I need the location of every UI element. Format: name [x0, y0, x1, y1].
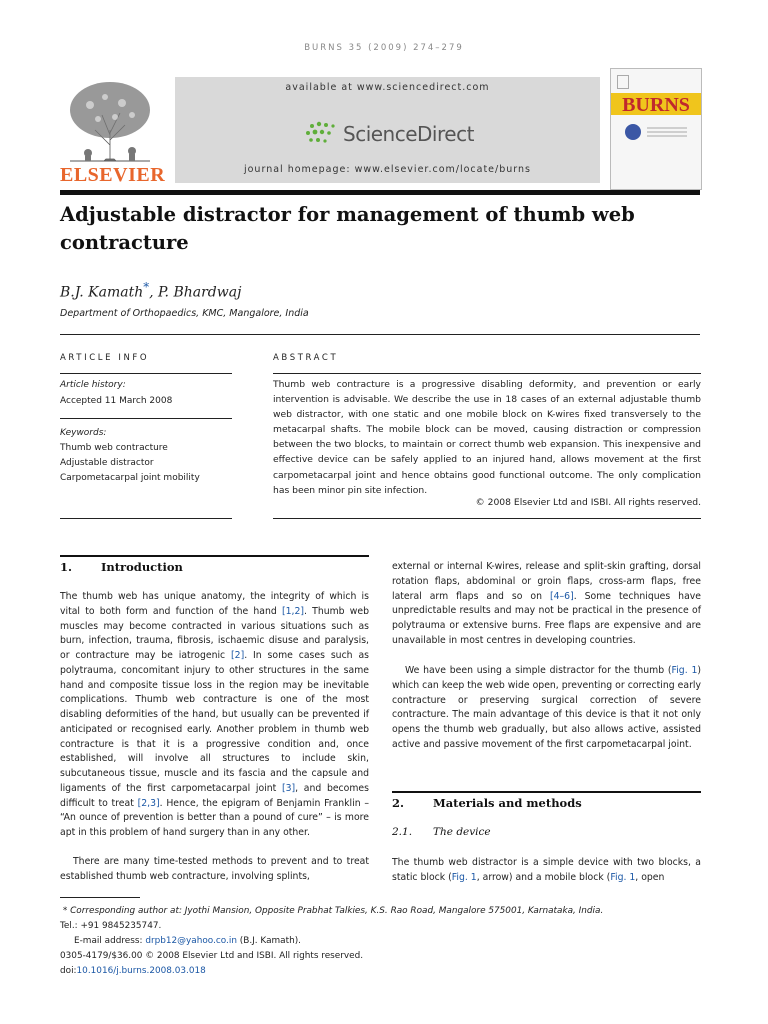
- text-run: ) which can keep the web wide open, preventing or correcting early contracture or preserving surgical correction of severe contracture. The main advantage of this device is that it not only opens the thumb web gradually, but also allows active, assisted active and passive movement of the first carpometacarpal joint.: [392, 665, 701, 750]
- text-run: external or internal K-wires, release and split-skin grafting, dorsal rotation flaps, abdominal or groin flaps, cross-arm flaps, free lateral arm flaps and so on: [392, 561, 701, 602]
- sciencedirect-dots-icon: [304, 120, 342, 148]
- abstract-label: ABSTRACT: [273, 353, 339, 363]
- footnote-text: Corresponding author at: Jyothi Mansion, Opposite Prabhat Talkies, K.S. Rao Road, Mangalore 575001, Karnataka, India.: [67, 906, 604, 916]
- article-history-label: Article history:: [60, 380, 126, 390]
- abstract-copyright: © 2008 Elsevier Ltd and ISBI. All rights reserved.: [475, 497, 701, 508]
- footnotes: [60, 904, 700, 979]
- section-rule: [392, 791, 701, 793]
- abstract-bottom-rule: [273, 518, 701, 519]
- intro-paragraph-1: [60, 590, 369, 841]
- doi-label: doi:: [60, 966, 77, 976]
- text-run: . In some cases such as polytrauma, concomitant injury to other structures in the same hand and composite tissue loss in the region may be inevitable complications. Thumb web contracture is one of the most disabling deformities of the hand, but usually can be prevented if anticipated or recognised early. Another problem in thumb web contracture is that it is a progressive condition and, once established, will involve all structures to include skin, subcutaneous tissue, muscle and its fascia and the capsule and ligaments of the first carpometacarpal joint: [60, 650, 369, 794]
- right-paragraph-2: [392, 664, 701, 753]
- text-run: . Hence, the epigram of Benjamin Franklin – “An ounce of prevention is better than a pound of cure” – is more apt in this problem of hand surgery than in any other.: [60, 797, 369, 838]
- right-paragraph-1: [392, 560, 701, 649]
- keyword: Carpometacarpal joint mobility: [60, 473, 200, 483]
- email-owner: (B.J. Kamath).: [236, 936, 301, 946]
- keywords-rule: [60, 418, 232, 419]
- text-run: , and becomes difficult to treat: [60, 782, 369, 809]
- abstract-rule: [273, 373, 701, 374]
- article-info-rule: [60, 373, 232, 374]
- subsection-number: 2.1.: [392, 826, 413, 838]
- cover-text-lines: [647, 127, 687, 139]
- text-run: , arrow) and a mobile block (: [476, 871, 611, 883]
- info-top-rule: [60, 334, 700, 335]
- doi-link[interactable]: 10.1016/j.burns.2008.03.018: [76, 966, 206, 976]
- doi-line: [60, 964, 700, 979]
- text-run: . Some techniques have unpredictable results and may not be practical in the presence of polytrauma or extensive burns. Free flaps are expensive and are unavailable in most centres in developing countries.: [392, 590, 701, 646]
- section-number: 2.: [392, 796, 405, 810]
- author-2: P. Bhardwaj: [157, 284, 242, 301]
- email-label: E-mail address:: [74, 936, 146, 946]
- section-number: 1.: [60, 560, 73, 574]
- abstract-text: Thumb web contracture is a progressive disabling deformity, and prevention or early intervention is advisable. We describe the use in 18 cases of an external adjustable thumb web distractor, with one static and one mobile block on K-wires fixed transversely to the metacarpal shafts. The mobile block can be moved, causing distraction or compression between the two blocks, to maintain or correct thumb web expansion. This inexpensive and effective device can be safely applied to an injured hand, allows movement at the first carpometacarpal joint and hence obtains good functional outcome. The only complication has been minor pin site infection.: [273, 379, 701, 496]
- text-run: , open: [635, 871, 665, 883]
- cover-title: BURNS: [622, 94, 690, 116]
- affiliation: Department of Orthopaedics, KMC, Mangalore, India: [60, 308, 309, 319]
- citation-link[interactable]: [2,3]: [137, 797, 160, 809]
- section-title: Materials and methods: [433, 796, 582, 810]
- citation-link[interactable]: [2]: [231, 650, 245, 661]
- article-history: Accepted 11 March 2008: [60, 396, 173, 406]
- keywords-label: Keywords:: [60, 428, 107, 438]
- author-separator: ,: [149, 284, 154, 301]
- figure-link[interactable]: Fig. 1: [671, 665, 698, 676]
- text-run: . Thumb web muscles may become contracted in various situations such as burn, infection, trauma, fibrosis, ischaemic disuse and paralysis, or contracture may be iatrogenic: [60, 605, 370, 661]
- article-info-label: ARTICLE INFO: [60, 353, 150, 363]
- telephone: Tel.: +91 9845235747.: [60, 921, 162, 931]
- elsevier-wordmark: ELSEVIER: [60, 164, 166, 186]
- section-rule: [60, 555, 369, 557]
- cover-seal-icon: [625, 124, 641, 140]
- citation-link[interactable]: [3]: [281, 782, 296, 794]
- keyword: Adjustable distractor: [60, 458, 154, 468]
- footnote-mark: *: [62, 906, 68, 916]
- subsection-title: The device: [433, 826, 491, 838]
- article-title: Adjustable distractor for management of thumb web contracture: [60, 203, 635, 254]
- figure-link[interactable]: Fig. 1: [610, 871, 636, 883]
- author-1: B.J. Kamath: [60, 284, 144, 301]
- section-title: Introduction: [101, 560, 183, 574]
- footnote-rule: [60, 897, 140, 898]
- citation-link[interactable]: [4–6]: [549, 590, 574, 602]
- corresponding-author-mark[interactable]: *: [143, 280, 150, 294]
- available-at-text: available at www.sciencedirect.com: [285, 82, 490, 93]
- text-run: We have been using a simple distractor for the thumb (: [405, 665, 672, 676]
- email-line: [60, 934, 700, 949]
- authors: [60, 280, 241, 301]
- keyword: Thumb web contracture: [60, 443, 168, 453]
- journal-homepage-text: journal homepage: www.elsevier.com/locate/burns: [243, 164, 531, 175]
- email-link[interactable]: drpb12@yahoo.co.in: [145, 936, 237, 946]
- device-paragraph: [392, 856, 701, 886]
- sciencedirect-wordmark: ScienceDirect: [343, 122, 474, 146]
- corresponding-author-note: [60, 904, 700, 919]
- cover-emblem-icon: [617, 75, 629, 89]
- header-rule: [60, 190, 700, 195]
- text-run: The thumb web has unique anatomy, the integrity of which is vital to both form and function of the hand: [60, 591, 369, 617]
- text-run: The thumb web distractor is a simple device with two blocks, a static block (: [392, 857, 701, 883]
- info-bottom-rule: [60, 518, 232, 519]
- issn-line: 0305-4179/$36.00 © 2008 Elsevier Ltd and ISBI. All rights reserved.: [60, 951, 364, 961]
- citation-link[interactable]: [1,2]: [281, 605, 305, 617]
- figure-link[interactable]: Fig. 1: [451, 871, 477, 883]
- intro-paragraph-2: There are many time-tested methods to prevent and to treat established thumb web contracture, involving splints,: [60, 856, 369, 882]
- journal-cover: [610, 68, 702, 190]
- running-head: BURNS 35 (2009) 274–279: [304, 43, 464, 53]
